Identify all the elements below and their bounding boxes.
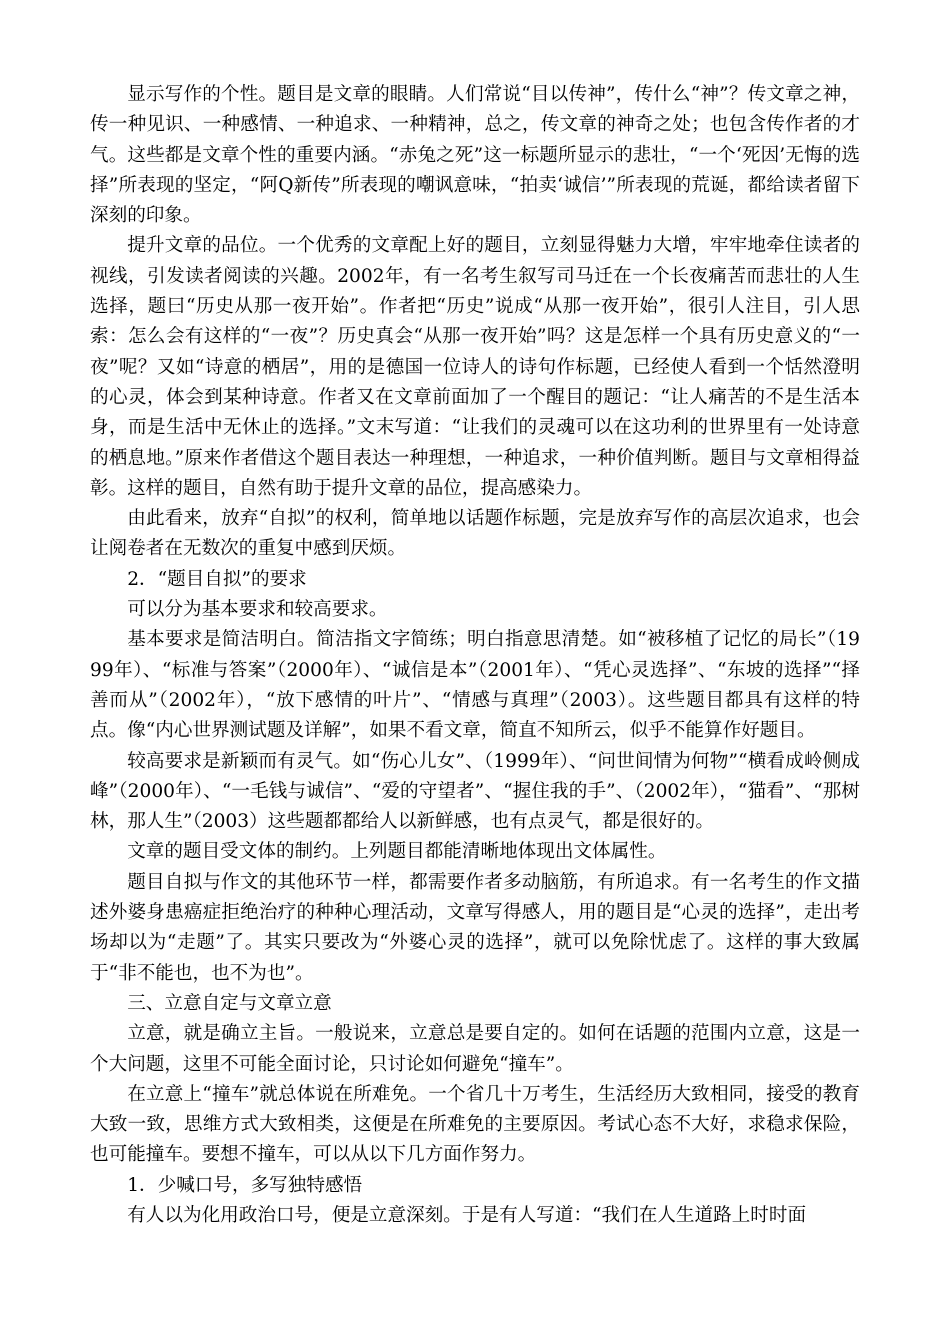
paragraph-theme-definition: 立意，就是确立主旨。一般说来，立意总是要自定的。如何在话题的范围内立意，这是一个大问题，这里不可能全面讨论，只讨论如何避免“撞车”。: [90, 1023, 860, 1075]
paragraph-taste: 提升文章的品位。一个优秀的文章配上好的题目，立刻显得魅力大增，牢牢地牵住读者的视线，引发读者阅读的兴趣。2002年，有一名考生叙写司马迁在一个长夜痛苦而悲壮的人生选择，题曰“历史从那一夜开始”。作者把“历史”说成“从那一夜开始”，很引人注目，引人思索：怎么会有这样的“一夜”？历史真会“从那一夜开始”吗？这是怎样一个具有历史意义的“一夜”呢？又如“诗意的栖居”，用的是德国一位诗人的诗句作标题，已经使人看到一个恬然澄明的心灵，体会到某种诗意。作者又在文章前面加了一个醒目的题记：“让人痛苦的不是生活本身，而是生活中无休止的选择。”文末写道：“让我们的灵魂可以在这功利的世界里有一处诗意的栖息地。”原来作者借这个题目表达一种理想，一种追求，一种价值判断。题目与文章相得益彰。这样的题目，自然有助于提升文章的品位，提高感染力。: [90, 235, 860, 499]
paragraph-requirement-levels: 可以分为基本要求和较高要求。: [127, 599, 388, 621]
section-heading-theme: 三、立意自定与文章立意: [127, 992, 332, 1014]
paragraph-personality: 显示写作的个性。题目是文章的眼睛。人们常说“目以传神”，传什么“神”？传文章之神，传一种见识、一种感情、一种追求、一种精神，总之，传文章的神奇之处；也包含传作者的才气。这些都是文章个性的重要内涵。“赤兔之死”这一标题所显示的悲壮，“一个‘死因’无悔的选择”所表现的坚定，“阿Q新传”所表现的嘲讽意味，“拍卖‘诚信’”所表现的荒诞，都给读者留下深刻的印象。: [90, 84, 860, 227]
paragraph-slogans: 有人以为化用政治口号，便是立意深刻。于是有人写道：“我们在人生道路上时时面: [127, 1204, 807, 1226]
document-page: [90, 80, 860, 1231]
paragraph-collision: 在立意上“撞车”就总体说在所难免。一个省几十万考生，生活经历大致相同，接受的教育大致一致，思维方式大致相类，这便是在所难免的主要原因。考试心态不大好，求稳求保险，也可能撞车。要想不撞车，可以从以下几方面作努力。: [90, 1083, 860, 1166]
paragraph-genre-constraint: 文章的题目受文体的制约。上列题目都能清晰地体现出文体属性。: [127, 841, 667, 863]
paragraph-basic-requirement: 基本要求是简洁明白。简洁指文字简练；明白指意思清楚。如“被移植了记忆的局长”（1999年）、“标准与答案”（2000年）、“诚信是本”（2001年）、“凭心灵选择”、“东坡的选择”“择善而从”（2002年），“放下感情的叶片”、“情感与真理”（2003）。这些题目都具有这样的特点。像“内心世界测试题及详解”，如果不看文章，简直不知所云，似乎不能算作好题目。: [90, 629, 860, 742]
paragraph-conclusion: 由此看来，放弃“自拟”的权利，简单地以话题作标题，完是放弃写作的高层次追求，也会让阅卷者在无数次的重复中感到厌烦。: [90, 508, 860, 560]
subheading-title-requirements: 2．“题目自拟”的要求: [127, 568, 307, 590]
subheading-slogans: 1．少喊口号，多写独特感悟: [127, 1174, 363, 1196]
paragraph-higher-requirement: 较高要求是新颖而有灵气。如“伤心儿女”、（1999年）、“问世间情为何物”“横看成岭侧成峰”（2000年）、“一毛钱与诚信”、“爱的守望者”、“握住我的手”、（2002年），“猫看”、“那树林，那人生”（2003）这些题都都给人以新鲜感，也有点灵气，都是很好的。: [90, 750, 860, 833]
paragraph-effort: 题目自拟与作文的其他环节一样，都需要作者多动脑筋，有所追求。有一名考生的作文描述外婆身患癌症拒绝治疗的种种心理活动，文章写得感人，用的题目是“心灵的选择”，走出考场却以为“走题”了。其实只要改为“外婆心灵的选择”，就可以免除忧虑了。这样的事大致属于“非不能也，也不为也”。: [90, 871, 860, 984]
